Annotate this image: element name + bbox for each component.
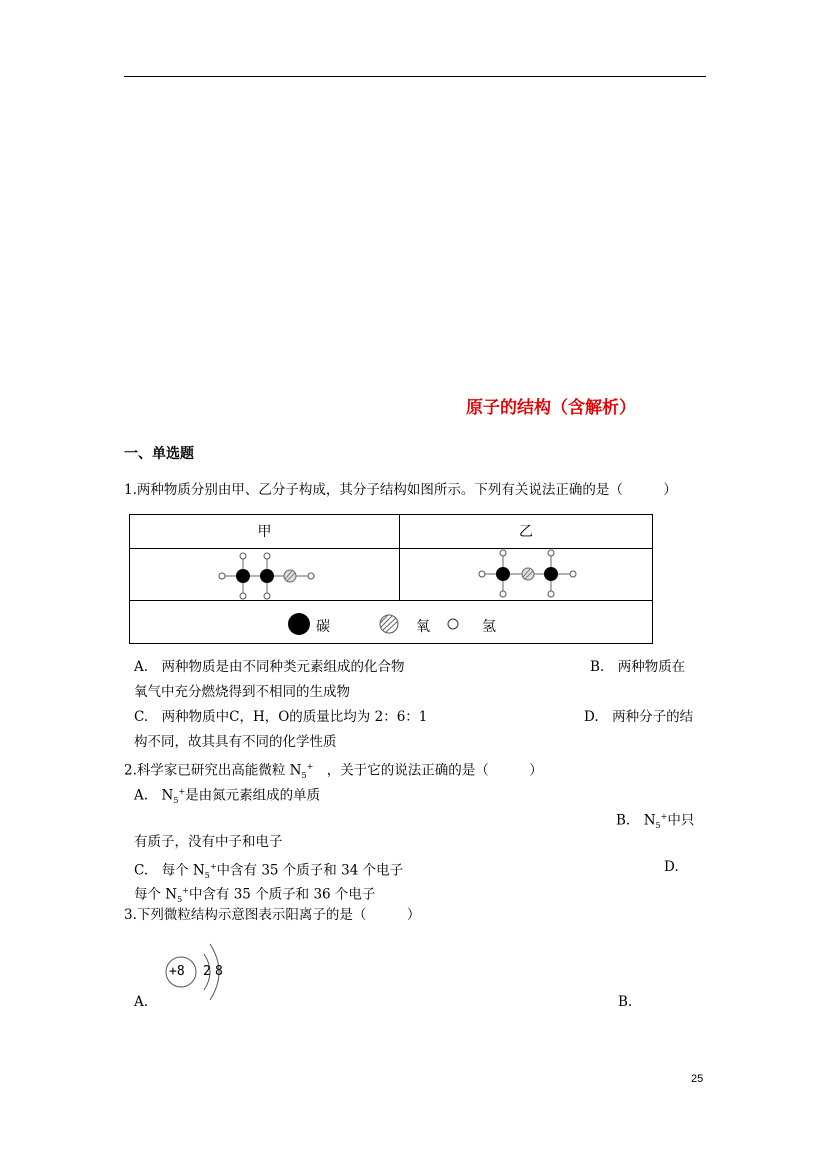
q1-option-b: B. 两种物质在 bbox=[590, 659, 686, 675]
shell-2-electrons: 8 bbox=[215, 964, 223, 979]
nucleus-charge: +8 bbox=[169, 964, 185, 979]
q2-option-d-cont: 每个 $N_5^+$中含有 35 个质子和 36 个电子 bbox=[134, 886, 376, 905]
header-rule bbox=[124, 76, 706, 77]
q1-option-d-cont: 构不同，故其具有不同的化学性质 bbox=[134, 734, 337, 750]
q2-option-a: A. $N_5^+$是由氮元素组成的单质 bbox=[134, 787, 321, 806]
table-header-jia: 甲 bbox=[257, 524, 272, 540]
legend-hydrogen-label: 氢 bbox=[482, 619, 496, 635]
shell-1-electrons: 2 bbox=[203, 964, 211, 979]
q3-stem: 3.下列微粒结构示意图表示阳离子的是（ ） bbox=[124, 907, 421, 923]
molecule-jia-diagram bbox=[130, 549, 399, 600]
q3-option-b: B. bbox=[618, 994, 633, 1010]
q2-option-c: C. 每个 $N_5^+$中含有 35 个质子和 34 个电子 bbox=[134, 862, 404, 881]
q2-option-b-cont: 有质子，没有中子和电子 bbox=[134, 834, 283, 850]
atom-structure-diagram-a bbox=[160, 932, 230, 1007]
q1-option-c: C. 两种物质中C，H，O的质量比均为 2：6：1 bbox=[134, 709, 428, 725]
carbon-symbol bbox=[288, 613, 310, 635]
molecule-table bbox=[129, 514, 653, 644]
q2-option-b: B. $N_5^+$中只 bbox=[616, 812, 695, 831]
q3-option-a: A. bbox=[134, 994, 149, 1010]
document-title: 原子的结构（含解析） bbox=[466, 398, 636, 418]
q1-stem: 1.两种物质分别由甲、乙分子构成，其分子结构如图所示。下列有关说法正确的是（ ） bbox=[124, 482, 677, 498]
legend-carbon-label: 碳 bbox=[316, 619, 330, 635]
legend-symbols bbox=[280, 609, 420, 637]
q2-option-d: D. bbox=[664, 859, 679, 875]
q1-option-b-cont: 氧气中充分燃烧得到不相同的生成物 bbox=[134, 684, 350, 700]
molecule-yi-diagram bbox=[400, 549, 652, 600]
hydrogen-symbol bbox=[446, 617, 460, 631]
legend-oxygen-label: 氧 bbox=[416, 619, 430, 635]
section-heading: 一、单选题 bbox=[124, 446, 194, 462]
q1-option-d: D. 两种分子的结 bbox=[584, 709, 694, 725]
table-header-yi: 乙 bbox=[519, 524, 533, 540]
q1-option-a: A. 两种物质是由不同种类元素组成的化合物 bbox=[134, 659, 405, 675]
q2-stem: 2.科学家已研究出高能微粒 $N_5^+$ ，关于它的说法正确的是（ ） bbox=[124, 762, 543, 781]
page-number: 25 bbox=[691, 1073, 704, 1085]
